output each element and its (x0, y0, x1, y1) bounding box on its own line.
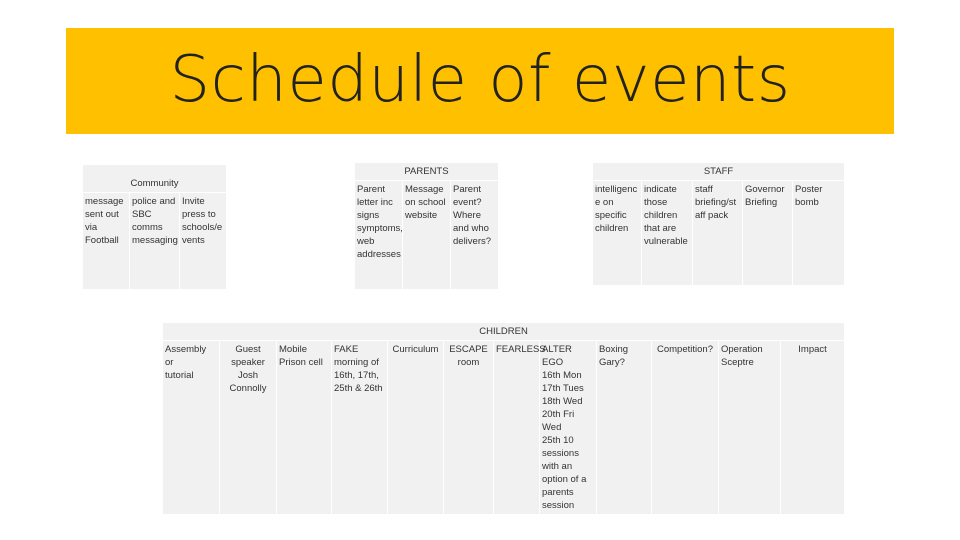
title-banner (66, 28, 894, 134)
community-cell: Invite press to schools/e vents (180, 193, 227, 290)
parents-table (354, 162, 499, 290)
staff-cell: Governor Briefing (743, 181, 793, 286)
parents-cell: Parent event? Where and who delivers? (451, 181, 499, 290)
parents-cell: Message on school website (403, 181, 451, 290)
community-table (82, 164, 227, 290)
children-cell: Boxing Gary? (597, 341, 652, 515)
children-cell: Competition? (652, 341, 719, 515)
community-cell: message sent out via Football (83, 193, 130, 290)
children-cell: Guest speaker Josh Connolly (220, 341, 277, 515)
children-cell: ALTER EGO 16th Mon 17th Tues 18th Wed 20th Fri Wed 25th 10 sessions with an option of a parents session (540, 341, 597, 515)
children-cell: Curriculum (388, 341, 444, 515)
page-title: Schedule of events (169, 43, 791, 117)
children-cell: Operation Sceptre (719, 341, 781, 515)
children-header: CHILDREN (163, 323, 845, 341)
community-cell: police and SBC comms messaging (130, 193, 180, 290)
children-cell: FAKE morning of 16th, 17th, 25th & 26th (332, 341, 388, 515)
staff-table (592, 162, 845, 286)
staff-cell: Poster bomb (793, 181, 845, 286)
parents-header: PARENTS (355, 163, 499, 181)
children-table (162, 322, 845, 515)
staff-cell: staff briefing/st aff pack (693, 181, 743, 286)
children-cell: ESCAPE room (444, 341, 494, 515)
children-cell: Assembly or tutorial (163, 341, 220, 515)
staff-header: STAFF (593, 163, 845, 181)
staff-cell: indicate those children that are vulnerable (642, 181, 693, 286)
children-cell: FEARLESS (494, 341, 540, 515)
children-cell: Mobile Prison cell (277, 341, 332, 515)
staff-cell: intelligenc e on specific children (593, 181, 642, 286)
children-cell: Impact (781, 341, 845, 515)
parents-cell: Parent letter inc signs symptoms, web addresses (355, 181, 403, 290)
community-header: Community (83, 165, 227, 193)
